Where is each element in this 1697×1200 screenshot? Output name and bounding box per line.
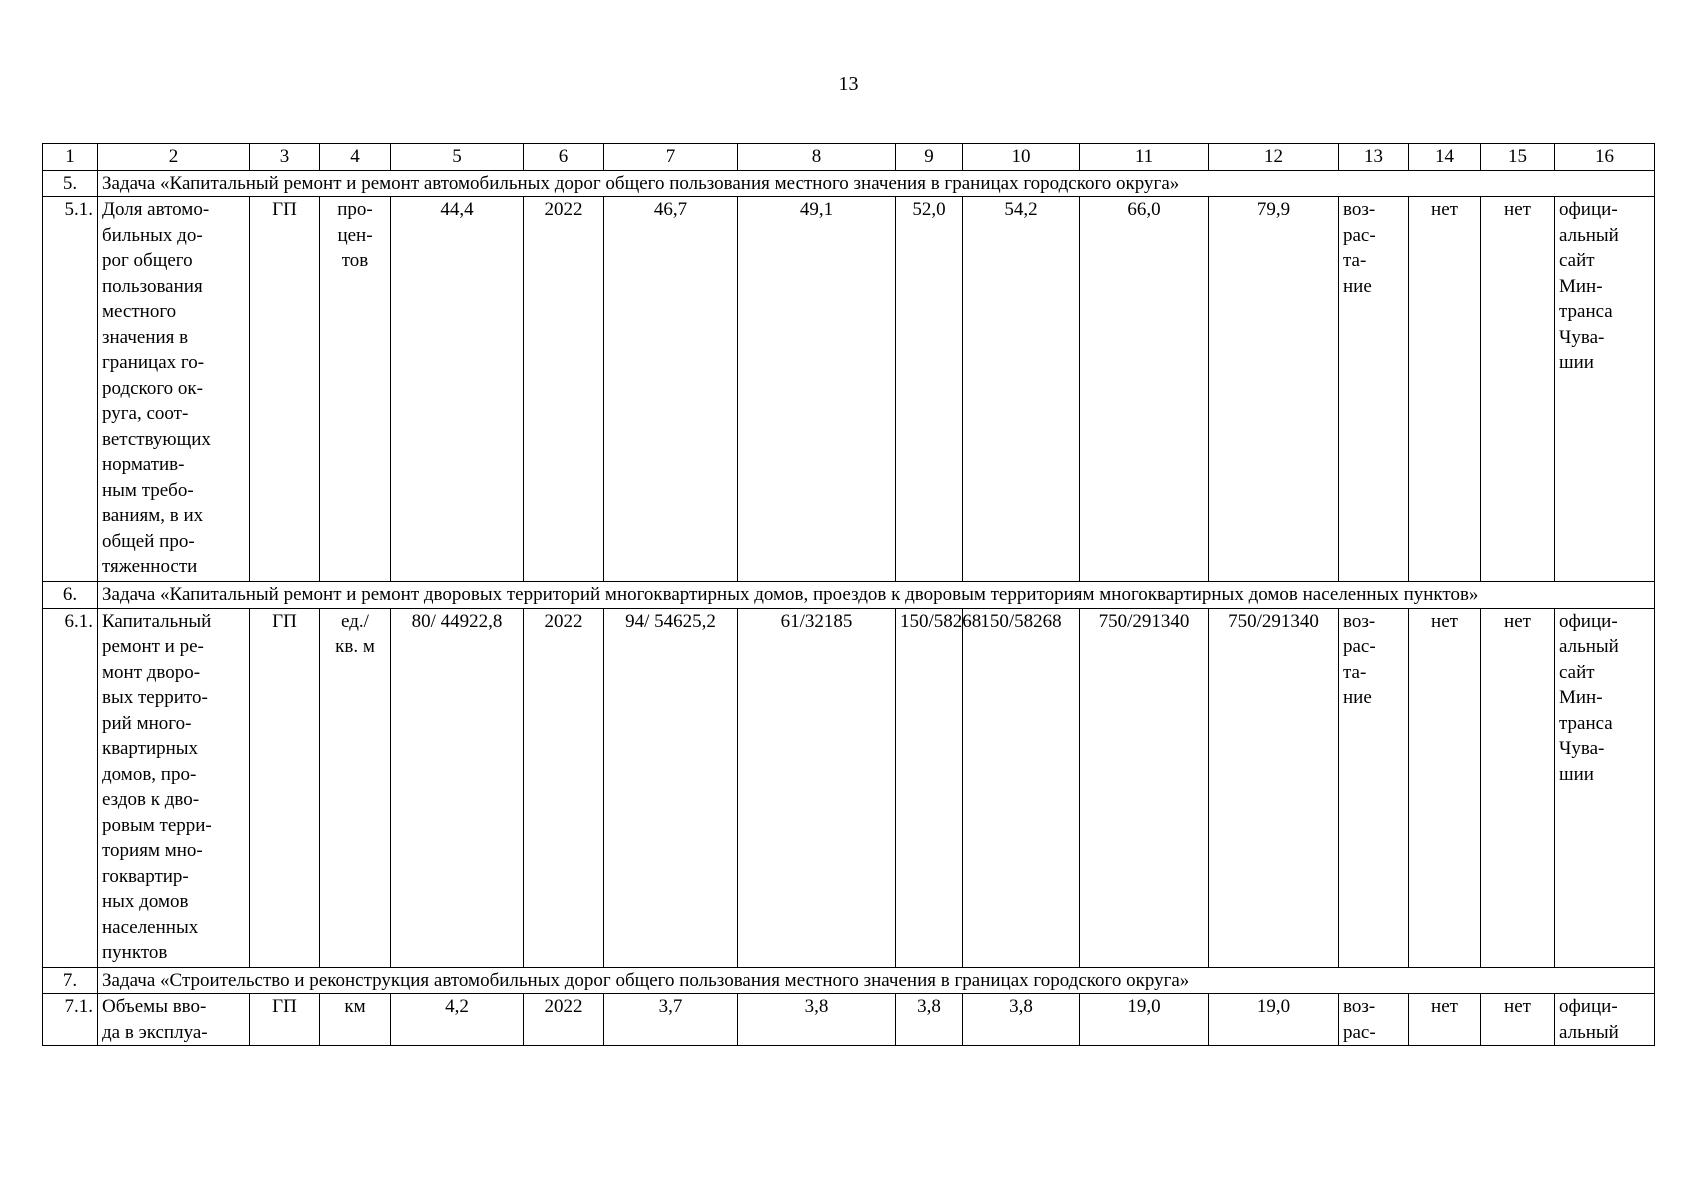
indicator-cell-col7: 46,7 xyxy=(604,197,738,582)
indicator-number: 5.1. xyxy=(43,197,98,582)
indicator-cell-col6: 2022 xyxy=(524,197,604,582)
task-title: Задача «Капитальный ремонт и ремонт дворовых территорий многоквартирных домов, проездов к дворовым территориям многоквартирных домов населенных пунктов» xyxy=(98,582,1655,609)
indicator-cell-col7: 94/ 54625,2 xyxy=(604,608,738,967)
indicator-cell-col10: 54,2 xyxy=(963,197,1080,582)
indicator-cell-col9: 3,8 xyxy=(896,994,963,1046)
column-number-cell: 11 xyxy=(1080,144,1209,171)
page-number: 13 xyxy=(838,73,859,95)
indicator-cell-col11: 750/291340 xyxy=(1080,608,1209,967)
indicator-cell-col8: 61/32185 xyxy=(738,608,896,967)
column-number-cell: 15 xyxy=(1481,144,1555,171)
indicator-cell-col11: 66,0 xyxy=(1080,197,1209,582)
indicator-cell-col4: ед./ кв. м xyxy=(320,608,391,967)
indicator-number: 7.1. xyxy=(43,994,98,1046)
indicator-cell-col4: про- цен- тов xyxy=(320,197,391,582)
indicator-cell-col6: 2022 xyxy=(524,994,604,1046)
indicator-cell-col3: ГП xyxy=(250,197,320,582)
indicator-cell-col9: 52,0 xyxy=(896,197,963,582)
indicator-cell-col14: нет xyxy=(1409,994,1481,1046)
indicator-cell-col3: ГП xyxy=(250,994,320,1046)
indicator-name: Объемы вво- да в эксплуа- xyxy=(98,994,250,1046)
indicator-cell-col7: 3,7 xyxy=(604,994,738,1046)
task-row xyxy=(43,967,1655,994)
table-body xyxy=(43,144,1655,1046)
column-number-cell: 14 xyxy=(1409,144,1481,171)
indicator-cell-col15: нет xyxy=(1481,608,1555,967)
indicator-cell-col9: 150/58268 xyxy=(896,608,963,967)
task-row xyxy=(43,170,1655,197)
column-number-cell: 7 xyxy=(604,144,738,171)
indicator-cell-col12: 79,9 xyxy=(1209,197,1339,582)
indicator-row xyxy=(43,994,1655,1046)
indicator-cell-col13: воз- рас- xyxy=(1339,994,1409,1046)
column-number-cell: 10 xyxy=(963,144,1080,171)
indicator-cell-col11: 19,0 xyxy=(1080,994,1209,1046)
indicator-cell-col12: 750/291340 xyxy=(1209,608,1339,967)
indicator-name: Доля автомо- бильных до- рог общего пользования местного значения в границах го- родского ок- руга, соот- ветствующих норматив- ным требо- ваниям, в их общей про- тяженности xyxy=(98,197,250,582)
indicator-cell-col6: 2022 xyxy=(524,608,604,967)
indicator-name: Капитальный ремонт и ре- монт дворо- вых террито- рий много- квартирных домов, про- ездов к дво- ровым терри- ториям мно- гоквартир- ных домов населенных пунктов xyxy=(98,608,250,967)
task-title: Задача «Строительство и реконструкция автомобильных дорог общего пользования местного значения в границах городского округа» xyxy=(98,967,1655,994)
indicator-number: 6.1. xyxy=(43,608,98,967)
column-number-cell: 12 xyxy=(1209,144,1339,171)
indicator-cell-col16: офици- альный xyxy=(1555,994,1655,1046)
indicator-cell-col5: 44,4 xyxy=(391,197,524,582)
indicator-row xyxy=(43,197,1655,582)
task-number: 7. xyxy=(43,967,98,994)
column-number-cell: 5 xyxy=(391,144,524,171)
column-number-cell: 2 xyxy=(98,144,250,171)
indicator-cell-col15: нет xyxy=(1481,197,1555,582)
indicator-cell-col15: нет xyxy=(1481,994,1555,1046)
column-number-row xyxy=(43,144,1655,171)
column-number-cell: 8 xyxy=(738,144,896,171)
indicator-cell-col10: 150/58268 xyxy=(963,608,1080,967)
indicator-cell-col13: воз- рас- та- ние xyxy=(1339,197,1409,582)
indicator-cell-col4: км xyxy=(320,994,391,1046)
indicator-row xyxy=(43,608,1655,967)
indicator-cell-col16: офици- альный сайт Мин- транса Чува- шии xyxy=(1555,197,1655,582)
indicators-table xyxy=(42,143,1655,1046)
column-number-cell: 1 xyxy=(43,144,98,171)
task-number: 5. xyxy=(43,170,98,197)
indicator-cell-col8: 49,1 xyxy=(738,197,896,582)
column-number-cell: 9 xyxy=(896,144,963,171)
indicator-cell-col5: 4,2 xyxy=(391,994,524,1046)
column-number-cell: 3 xyxy=(250,144,320,171)
column-number-cell: 6 xyxy=(524,144,604,171)
column-number-cell: 4 xyxy=(320,144,391,171)
indicator-cell-col13: воз- рас- та- ние xyxy=(1339,608,1409,967)
column-number-cell: 13 xyxy=(1339,144,1409,171)
indicator-cell-col5: 80/ 44922,8 xyxy=(391,608,524,967)
task-title: Задача «Капитальный ремонт и ремонт автомобильных дорог общего пользования местного значения в границах городского округа» xyxy=(98,170,1655,197)
task-row xyxy=(43,582,1655,609)
indicator-cell-col3: ГП xyxy=(250,608,320,967)
indicator-cell-col8: 3,8 xyxy=(738,994,896,1046)
indicator-cell-col10: 3,8 xyxy=(963,994,1080,1046)
task-number: 6. xyxy=(43,582,98,609)
column-number-cell: 16 xyxy=(1555,144,1655,171)
indicator-cell-col16: офици- альный сайт Мин- транса Чува- шии xyxy=(1555,608,1655,967)
indicator-cell-col14: нет xyxy=(1409,608,1481,967)
indicator-cell-col12: 19,0 xyxy=(1209,994,1339,1046)
indicator-cell-col14: нет xyxy=(1409,197,1481,582)
